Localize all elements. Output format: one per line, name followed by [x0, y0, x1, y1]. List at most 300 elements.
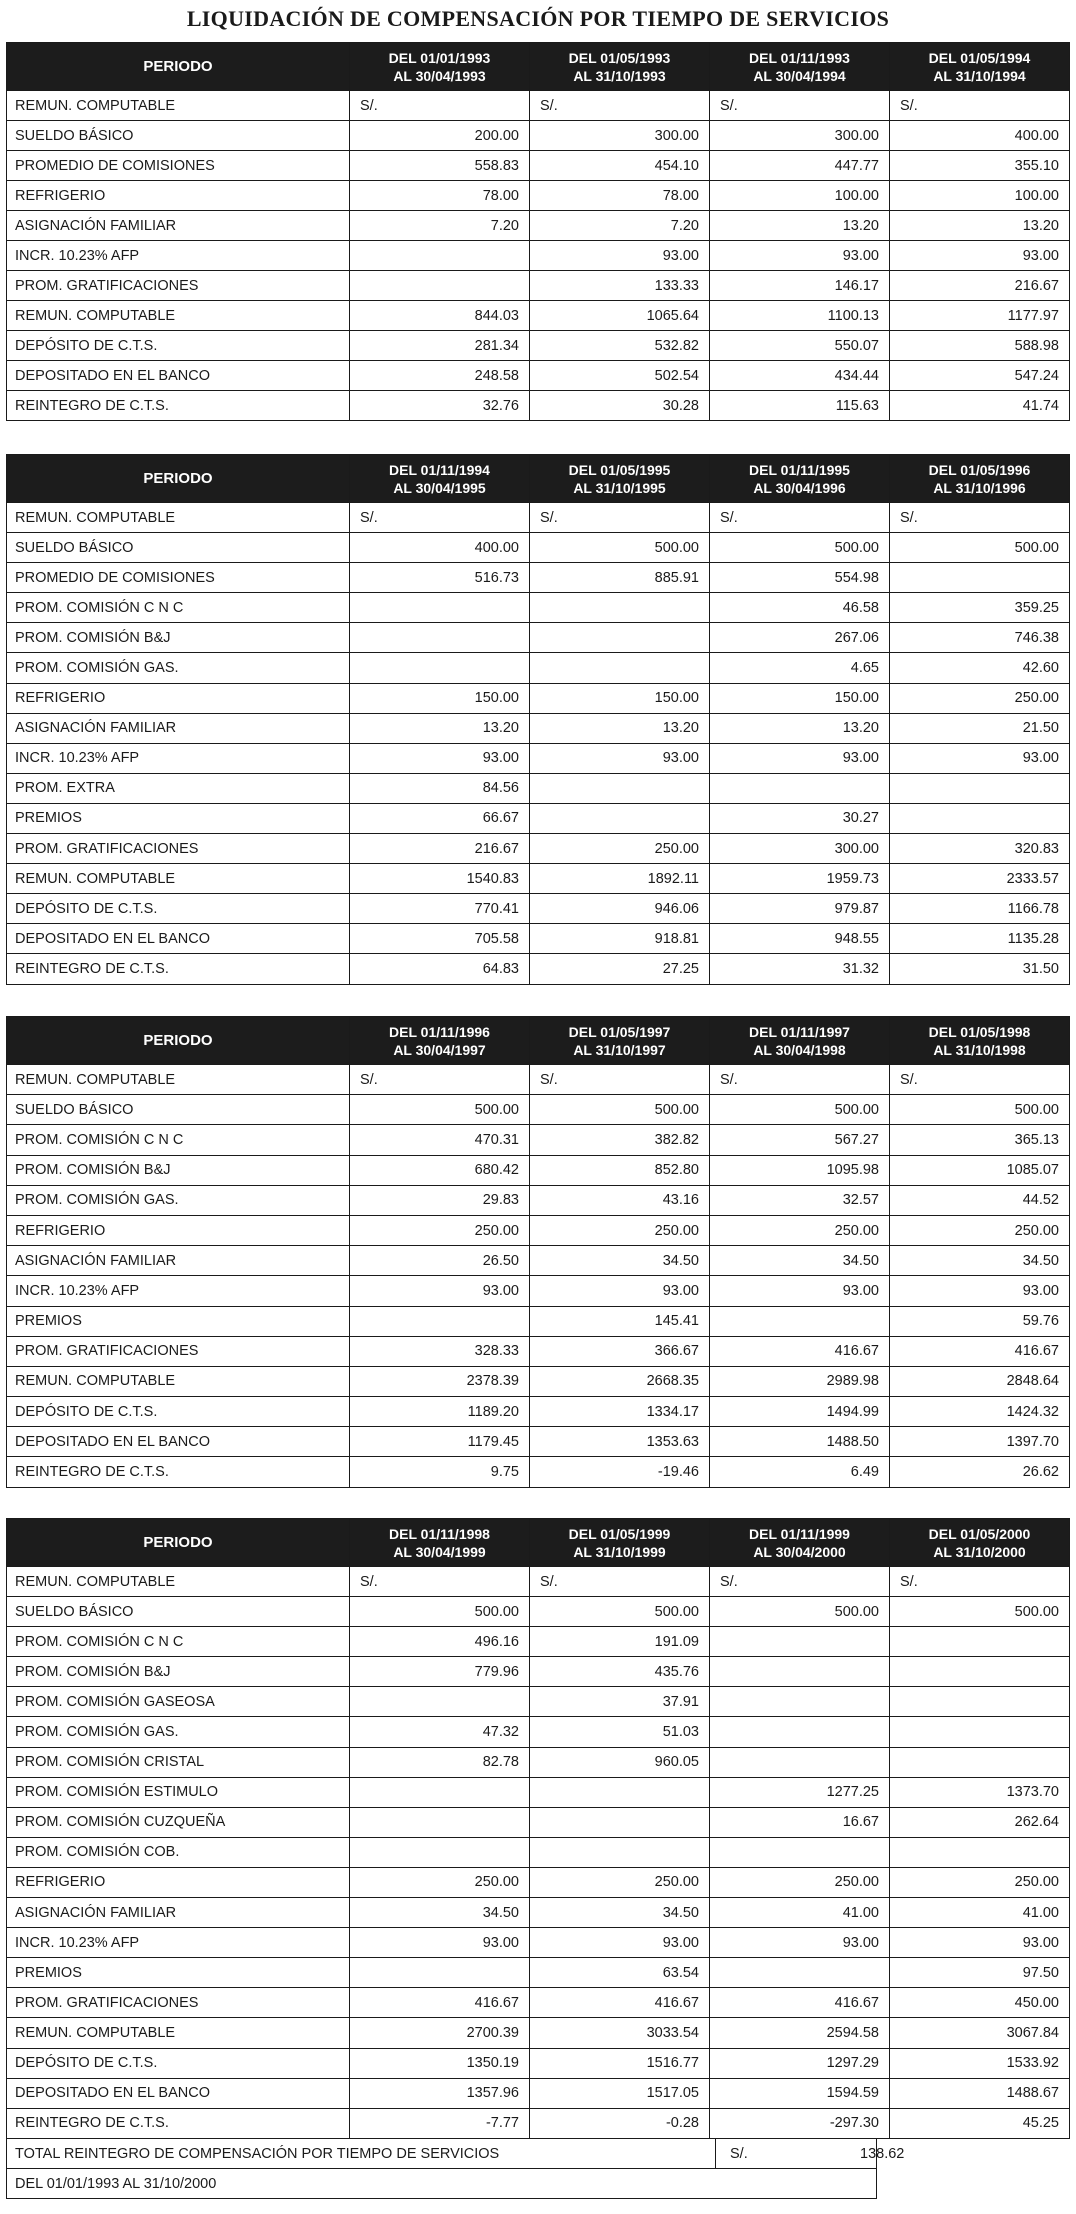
value-cell [350, 1958, 530, 1988]
currency-cell: S/. [350, 1065, 530, 1095]
value-cell: 1959.73 [710, 864, 890, 894]
table-row [7, 1567, 1070, 1597]
cts-table-2 [6, 454, 1070, 985]
row-label: REFRIGERIO [7, 683, 350, 713]
table-header-row [7, 455, 1070, 503]
value-cell: 500.00 [890, 533, 1070, 563]
row-label: REFRIGERIO [7, 181, 350, 211]
table-row [7, 91, 1070, 121]
table-row [7, 503, 1070, 533]
footer-total-value: 138.62 [860, 2145, 905, 2162]
value-cell: 746.38 [890, 623, 1070, 653]
value-cell [350, 593, 530, 623]
table-row [7, 1747, 1070, 1777]
value-cell: 93.00 [890, 241, 1070, 271]
currency-cell: S/. [350, 503, 530, 533]
value-cell: 63.54 [530, 1958, 710, 1988]
value-cell: 250.00 [890, 1215, 1070, 1245]
value-cell: 250.00 [350, 1867, 530, 1897]
row-label: PROM. GRATIFICACIONES [7, 271, 350, 301]
row-label: REINTEGRO DE C.T.S. [7, 1457, 350, 1487]
value-cell: 547.24 [890, 361, 1070, 391]
footer-range-label: DEL 01/01/1993 AL 31/10/2000 [15, 2175, 217, 2192]
value-cell: 2989.98 [710, 1366, 890, 1396]
table-row [7, 331, 1070, 361]
table-row [7, 1687, 1070, 1717]
table-row [7, 1185, 1070, 1215]
row-label: REINTEGRO DE C.T.S. [7, 954, 350, 984]
value-cell: 34.50 [710, 1246, 890, 1276]
value-cell: 84.56 [350, 773, 530, 803]
value-cell: 1594.59 [710, 2078, 890, 2108]
value-cell: 93.00 [890, 1276, 1070, 1306]
period-column-header [890, 1017, 1070, 1065]
period-column-header [530, 1519, 710, 1567]
value-cell: 1533.92 [890, 2048, 1070, 2078]
value-cell: 34.50 [890, 1246, 1070, 1276]
row-label: INCR. 10.23% AFP [7, 743, 350, 773]
value-cell: 355.10 [890, 151, 1070, 181]
value-cell: 416.67 [530, 1988, 710, 2018]
value-cell: 250.00 [710, 1867, 890, 1897]
value-cell: 416.67 [710, 1988, 890, 2018]
period-start: DEL 01/11/1997 [749, 1023, 850, 1040]
value-cell [350, 1306, 530, 1336]
row-label: INCR. 10.23% AFP [7, 1928, 350, 1958]
value-cell: 145.41 [530, 1306, 710, 1336]
row-label: REFRIGERIO [7, 1215, 350, 1245]
table-row [7, 653, 1070, 683]
value-cell: 1494.99 [710, 1397, 890, 1427]
value-cell: 1166.78 [890, 894, 1070, 924]
table-row [7, 2078, 1070, 2108]
currency-cell: S/. [350, 91, 530, 121]
value-cell [530, 623, 710, 653]
table-row [7, 271, 1070, 301]
value-cell: 3033.54 [530, 2018, 710, 2048]
table-row [7, 1215, 1070, 1245]
value-cell: 32.57 [710, 1185, 890, 1215]
value-cell: 93.00 [890, 1928, 1070, 1958]
value-cell: 2378.39 [350, 1366, 530, 1396]
row-label: PROM. COMISIÓN C N C [7, 1627, 350, 1657]
row-label: SUELDO BÁSICO [7, 121, 350, 151]
period-start: DEL 01/05/1993 [568, 49, 671, 66]
value-cell: 250.00 [710, 1215, 890, 1245]
value-cell: 1373.70 [890, 1777, 1070, 1807]
value-cell: 1177.97 [890, 301, 1070, 331]
currency-cell: S/. [710, 91, 890, 121]
value-cell [350, 1687, 530, 1717]
value-cell: 2668.35 [530, 1366, 710, 1396]
row-label: PROM. GRATIFICACIONES [7, 834, 350, 864]
row-label: PROM. COMISIÓN C N C [7, 593, 350, 623]
value-cell: 2594.58 [710, 2018, 890, 2048]
table-row [7, 211, 1070, 241]
row-label: DEPÓSITO DE C.T.S. [7, 1397, 350, 1427]
value-cell [710, 773, 890, 803]
value-cell [710, 1657, 890, 1687]
currency-cell: S/. [890, 91, 1070, 121]
value-cell [710, 1837, 890, 1867]
value-cell: 500.00 [710, 1597, 890, 1627]
value-cell [710, 1717, 890, 1747]
row-label: PROM. COMISIÓN B&J [7, 1155, 350, 1185]
period-end: AL 30/04/1997 [393, 1041, 486, 1058]
row-label: DEPOSITADO EN EL BANCO [7, 2078, 350, 2108]
table-row [7, 1306, 1070, 1336]
value-cell: 1517.05 [530, 2078, 710, 2108]
value-cell: 97.50 [890, 1958, 1070, 1988]
value-cell: 93.00 [530, 1276, 710, 1306]
table-row [7, 743, 1070, 773]
value-cell: 93.00 [710, 743, 890, 773]
value-cell: 1397.70 [890, 1427, 1070, 1457]
table-row [7, 593, 1070, 623]
row-label: REMUN. COMPUTABLE [7, 301, 350, 331]
table-row [7, 1276, 1070, 1306]
table-row [7, 241, 1070, 271]
table-header-row [7, 1017, 1070, 1065]
value-cell: 133.33 [530, 271, 710, 301]
period-start: DEL 01/11/1998 [389, 1525, 490, 1542]
row-label: PROM. COMISIÓN GAS. [7, 1185, 350, 1215]
table-row [7, 834, 1070, 864]
period-column-header [530, 455, 710, 503]
value-cell: 454.10 [530, 151, 710, 181]
period-end: AL 31/10/1999 [573, 1543, 666, 1560]
value-cell [890, 1627, 1070, 1657]
table-row [7, 181, 1070, 211]
value-cell: 250.00 [530, 1867, 710, 1897]
value-cell: 558.83 [350, 151, 530, 181]
currency-cell: S/. [890, 503, 1070, 533]
table-row [7, 864, 1070, 894]
period-end: AL 31/10/1995 [573, 479, 666, 496]
value-cell: 250.00 [530, 834, 710, 864]
row-label: REINTEGRO DE C.T.S. [7, 391, 350, 421]
period-end: AL 31/10/1998 [933, 1041, 1026, 1058]
value-cell: 550.07 [710, 331, 890, 361]
value-cell: 320.83 [890, 834, 1070, 864]
value-cell: 150.00 [710, 683, 890, 713]
period-column-header [530, 43, 710, 91]
value-cell: 567.27 [710, 1125, 890, 1155]
value-cell: 93.00 [350, 1276, 530, 1306]
value-cell: 2700.39 [350, 2018, 530, 2048]
table-row [7, 1958, 1070, 1988]
value-cell: 3067.84 [890, 2018, 1070, 2048]
row-label: PREMIOS [7, 1958, 350, 1988]
value-cell: 59.76 [890, 1306, 1070, 1336]
value-cell: 382.82 [530, 1125, 710, 1155]
value-cell: 78.00 [530, 181, 710, 211]
value-cell: 948.55 [710, 924, 890, 954]
row-label: PROM. COMISIÓN B&J [7, 623, 350, 653]
value-cell: 500.00 [890, 1095, 1070, 1125]
period-start: DEL 01/05/1996 [928, 461, 1031, 478]
value-cell: 93.00 [890, 743, 1070, 773]
value-cell: 1516.77 [530, 2048, 710, 2078]
value-cell: 150.00 [350, 683, 530, 713]
value-cell: 43.16 [530, 1185, 710, 1215]
currency-cell: S/. [890, 1567, 1070, 1597]
value-cell [710, 1627, 890, 1657]
value-cell: 146.17 [710, 271, 890, 301]
period-column-header [530, 1017, 710, 1065]
currency-cell: S/. [530, 91, 710, 121]
value-cell: 250.00 [530, 1215, 710, 1245]
table-row [7, 2108, 1070, 2138]
value-cell: 93.00 [710, 1276, 890, 1306]
value-cell: 680.42 [350, 1155, 530, 1185]
table-row [7, 623, 1070, 653]
period-end: AL 30/04/1994 [753, 67, 846, 84]
value-cell: 30.28 [530, 391, 710, 421]
period-column-header [350, 455, 530, 503]
row-label: ASIGNACIÓN FAMILIAR [7, 713, 350, 743]
table-row [7, 1717, 1070, 1747]
period-column-header [350, 43, 530, 91]
table-row [7, 1898, 1070, 1928]
period-start: DEL 01/05/1995 [568, 461, 671, 478]
value-cell: 46.58 [710, 593, 890, 623]
currency-cell: S/. [530, 1567, 710, 1597]
period-header: PERIODO [7, 43, 350, 91]
table-row [7, 361, 1070, 391]
value-cell: 93.00 [350, 1928, 530, 1958]
value-cell: 1100.13 [710, 301, 890, 331]
value-cell: 4.65 [710, 653, 890, 683]
value-cell [890, 1717, 1070, 1747]
period-end: AL 31/10/2000 [933, 1543, 1026, 1560]
row-label: PROM. COMISIÓN GAS. [7, 1717, 350, 1747]
value-cell: 435.76 [530, 1657, 710, 1687]
value-cell: 500.00 [710, 1095, 890, 1125]
row-label: REMUN. COMPUTABLE [7, 2018, 350, 2048]
value-cell: 1353.63 [530, 1427, 710, 1457]
value-cell: 502.54 [530, 361, 710, 391]
value-cell: 27.25 [530, 954, 710, 984]
value-cell [890, 1747, 1070, 1777]
value-cell: 47.32 [350, 1717, 530, 1747]
table-row [7, 1837, 1070, 1867]
value-cell: 328.33 [350, 1336, 530, 1366]
period-header: PERIODO [7, 455, 350, 503]
row-label: ASIGNACIÓN FAMILIAR [7, 211, 350, 241]
table-row [7, 1807, 1070, 1837]
value-cell: 447.77 [710, 151, 890, 181]
value-cell: 300.00 [710, 834, 890, 864]
value-cell: 262.64 [890, 1807, 1070, 1837]
row-label: PROMEDIO DE COMISIONES [7, 151, 350, 181]
value-cell: 93.00 [710, 241, 890, 271]
value-cell: -297.30 [710, 2108, 890, 2138]
value-cell: 100.00 [710, 181, 890, 211]
value-cell: 34.50 [530, 1898, 710, 1928]
value-cell: 1065.64 [530, 301, 710, 331]
row-label: REMUN. COMPUTABLE [7, 91, 350, 121]
row-label: SUELDO BÁSICO [7, 1095, 350, 1125]
table-header-row [7, 1519, 1070, 1567]
value-cell: 248.58 [350, 361, 530, 391]
value-cell: 93.00 [530, 1928, 710, 1958]
period-column-header [890, 43, 1070, 91]
value-cell [350, 1807, 530, 1837]
value-cell: 979.87 [710, 894, 890, 924]
period-start: DEL 01/11/1996 [389, 1023, 490, 1040]
period-start: DEL 01/11/1993 [749, 49, 850, 66]
table-row [7, 1246, 1070, 1276]
table-row [7, 924, 1070, 954]
value-cell: 13.20 [710, 713, 890, 743]
row-label: PROM. COMISIÓN GASEOSA [7, 1687, 350, 1717]
value-cell [890, 1687, 1070, 1717]
value-cell [530, 803, 710, 833]
value-cell: 2333.57 [890, 864, 1070, 894]
value-cell: 400.00 [350, 533, 530, 563]
table-row [7, 1095, 1070, 1125]
value-cell: 9.75 [350, 1457, 530, 1487]
value-cell: 7.20 [350, 211, 530, 241]
row-label: DEPOSITADO EN EL BANCO [7, 924, 350, 954]
value-cell: 42.60 [890, 653, 1070, 683]
period-start: DEL 01/11/1995 [749, 461, 850, 478]
row-label: DEPÓSITO DE C.T.S. [7, 331, 350, 361]
value-cell: 13.20 [710, 211, 890, 241]
footer-total-currency: S/. [730, 2145, 748, 2162]
value-cell: -19.46 [530, 1457, 710, 1487]
table-row [7, 1928, 1070, 1958]
value-cell: 16.67 [710, 1807, 890, 1837]
value-cell [530, 653, 710, 683]
row-label: PROM. COMISIÓN ESTIMULO [7, 1777, 350, 1807]
value-cell: 1350.19 [350, 2048, 530, 2078]
row-label: REINTEGRO DE C.T.S. [7, 2108, 350, 2138]
table-row [7, 1397, 1070, 1427]
table-row [7, 121, 1070, 151]
value-cell: 150.00 [530, 683, 710, 713]
value-cell: 470.31 [350, 1125, 530, 1155]
table-row [7, 1988, 1070, 2018]
value-cell: 500.00 [530, 1095, 710, 1125]
period-column-header [710, 1017, 890, 1065]
period-end: AL 31/10/1997 [573, 1041, 666, 1058]
period-start: DEL 01/05/1994 [928, 49, 1031, 66]
value-cell: 267.06 [710, 623, 890, 653]
row-label: PROM. COMISIÓN CRISTAL [7, 1747, 350, 1777]
period-header: PERIODO [7, 1017, 350, 1065]
value-cell: 1095.98 [710, 1155, 890, 1185]
value-cell: 2848.64 [890, 1366, 1070, 1396]
period-start: DEL 01/05/1999 [568, 1525, 671, 1542]
value-cell [890, 803, 1070, 833]
value-cell: 1357.96 [350, 2078, 530, 2108]
value-cell: 554.98 [710, 563, 890, 593]
table-row [7, 894, 1070, 924]
row-label: ASIGNACIÓN FAMILIAR [7, 1246, 350, 1276]
table-row [7, 2018, 1070, 2048]
value-cell: 1135.28 [890, 924, 1070, 954]
row-label: SUELDO BÁSICO [7, 1597, 350, 1627]
table-row [7, 533, 1070, 563]
value-cell: 29.83 [350, 1185, 530, 1215]
row-label: PROM. COMISIÓN GAS. [7, 653, 350, 683]
table-row [7, 683, 1070, 713]
value-cell [710, 1687, 890, 1717]
value-cell: -7.77 [350, 2108, 530, 2138]
row-label: PREMIOS [7, 1306, 350, 1336]
value-cell: 100.00 [890, 181, 1070, 211]
value-cell: 31.50 [890, 954, 1070, 984]
value-cell: 1892.11 [530, 864, 710, 894]
value-cell: 1540.83 [350, 864, 530, 894]
cts-table-4 [6, 1518, 1070, 2139]
value-cell: -0.28 [530, 2108, 710, 2138]
value-cell: 844.03 [350, 301, 530, 331]
value-cell: 705.58 [350, 924, 530, 954]
table-row [7, 2048, 1070, 2078]
value-cell: 93.00 [350, 743, 530, 773]
value-cell [350, 271, 530, 301]
row-label: PROM. COMISIÓN COB. [7, 1837, 350, 1867]
period-start: DEL 01/11/1999 [749, 1525, 850, 1542]
value-cell: 216.67 [350, 834, 530, 864]
footer-range-row [6, 2168, 877, 2199]
value-cell: 6.49 [710, 1457, 890, 1487]
value-cell [890, 1837, 1070, 1867]
period-end: AL 31/10/1996 [933, 479, 1026, 496]
period-column-header [350, 1519, 530, 1567]
value-cell: 7.20 [530, 211, 710, 241]
value-cell [710, 1747, 890, 1777]
period-column-header [710, 455, 890, 503]
value-cell: 1179.45 [350, 1427, 530, 1457]
value-cell: 434.44 [710, 361, 890, 391]
value-cell: 31.32 [710, 954, 890, 984]
value-cell [350, 1777, 530, 1807]
table-row [7, 1125, 1070, 1155]
period-end: AL 31/10/1994 [933, 67, 1026, 84]
value-cell: 44.52 [890, 1185, 1070, 1215]
period-end: AL 30/04/2000 [753, 1543, 846, 1560]
value-cell: 41.74 [890, 391, 1070, 421]
table-row [7, 773, 1070, 803]
row-label: REMUN. COMPUTABLE [7, 1567, 350, 1597]
row-label: DEPÓSITO DE C.T.S. [7, 2048, 350, 2078]
value-cell: 1085.07 [890, 1155, 1070, 1185]
value-cell [350, 1837, 530, 1867]
table-row [7, 1867, 1070, 1897]
table-row [7, 1366, 1070, 1396]
table-row [7, 1597, 1070, 1627]
row-label: REFRIGERIO [7, 1867, 350, 1897]
value-cell: 496.16 [350, 1627, 530, 1657]
period-column-header [350, 1017, 530, 1065]
value-cell: 588.98 [890, 331, 1070, 361]
row-label: SUELDO BÁSICO [7, 533, 350, 563]
value-cell: 359.25 [890, 593, 1070, 623]
table-header-row [7, 43, 1070, 91]
value-cell: 26.62 [890, 1457, 1070, 1487]
value-cell: 1297.29 [710, 2048, 890, 2078]
value-cell [350, 623, 530, 653]
row-label: INCR. 10.23% AFP [7, 1276, 350, 1306]
value-cell: 41.00 [710, 1898, 890, 1928]
table-row [7, 1427, 1070, 1457]
value-cell: 416.67 [710, 1336, 890, 1366]
value-cell: 78.00 [350, 181, 530, 211]
